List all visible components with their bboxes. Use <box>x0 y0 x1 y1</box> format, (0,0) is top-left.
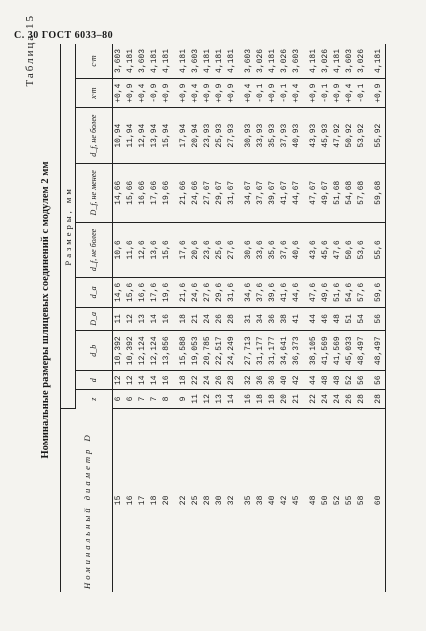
table-cell: 12 <box>202 390 214 409</box>
table-cell: 4,181 <box>332 44 344 78</box>
table-row <box>190 44 202 592</box>
table-cell: 22 <box>303 390 320 409</box>
table-cell: 16 <box>126 495 135 506</box>
table-cell: +0,9 <box>214 78 226 108</box>
table-cell: 40,93 <box>291 108 303 163</box>
table-cell: 18 <box>267 390 279 409</box>
table-cell: 55,92 <box>368 108 386 163</box>
table-row <box>214 44 226 592</box>
table-cell: 14 <box>149 371 161 390</box>
table-cell: 48,497 <box>356 331 368 371</box>
table-row <box>125 44 137 592</box>
table-cell: 4,181 <box>267 44 279 78</box>
table-cell: 47,6 <box>303 278 320 308</box>
table-cell: 28 <box>226 371 238 390</box>
table-cell: 17,94 <box>173 108 190 163</box>
table-row <box>303 44 320 592</box>
table-cell: 4,181 <box>202 44 214 78</box>
table-cell: 45,033 <box>344 331 356 371</box>
table-cell: 4,181 <box>214 44 226 78</box>
page-header: С. 30 ГОСТ 6033–80 <box>14 30 114 41</box>
table-cell: 25,6 <box>214 222 226 277</box>
table-cell: 58 <box>357 495 366 506</box>
table-cell: 50,6 <box>344 222 356 277</box>
table-cell: 47,67 <box>303 163 320 222</box>
table-cell: 13,6 <box>149 222 161 277</box>
table-title: Номинальные размеры шлицевых соединений с модулем 2 мм <box>40 161 51 459</box>
table-cell: 56 <box>368 307 386 330</box>
table-cell: 46 <box>320 307 332 330</box>
table-cell: 14 <box>149 307 161 330</box>
table-cell: 13,856 <box>161 331 173 371</box>
table-cell: 3,026 <box>255 44 267 78</box>
table-cell: 19,053 <box>190 331 202 371</box>
table-cell: 43,93 <box>303 108 320 163</box>
table-cell: 27,93 <box>226 108 238 163</box>
table-cell: 28 <box>368 390 386 409</box>
table-row <box>291 44 303 592</box>
table-cell: 34,67 <box>238 163 255 222</box>
table-cell: 31 <box>238 307 255 330</box>
table-cell: 25 <box>191 495 200 506</box>
table-cell: +0,9 <box>202 78 214 108</box>
table-row <box>137 44 149 592</box>
table-cell: 22 <box>190 371 202 390</box>
table-cell: 47,92 <box>332 108 344 163</box>
table-cell: +0,9 <box>368 78 386 108</box>
table-cell: 56 <box>368 371 386 390</box>
spline-dimensions-table <box>60 44 386 592</box>
table-cell: 14,66 <box>113 163 126 222</box>
table-row <box>173 44 190 592</box>
table-cell: 10,392 <box>125 331 137 371</box>
table-cell: 50,92 <box>344 108 356 163</box>
table-cell: 26 <box>214 371 226 390</box>
table-cell: 35 <box>244 495 253 506</box>
table-cell: 16,66 <box>137 163 149 222</box>
table-cell: +0,9 <box>125 78 137 108</box>
table-cell: 4,181 <box>173 44 190 78</box>
table-cell: 11,6 <box>125 222 137 277</box>
table-cell: 3,603 <box>137 44 149 78</box>
table-cell: 35,6 <box>267 222 279 277</box>
table-cell: 20,785 <box>202 331 214 371</box>
table-cell: 27,713 <box>238 331 255 371</box>
table-cell: +0,9 <box>303 78 320 108</box>
table-cell: 59,6 <box>368 278 386 308</box>
table-cell: +0,9 <box>267 78 279 108</box>
table-row <box>320 44 332 592</box>
table-cell: 17,66 <box>149 163 161 222</box>
table-cell: 6 <box>113 390 126 409</box>
table-cell: 52 <box>344 371 356 390</box>
table-row <box>344 44 356 592</box>
table-cell: 44 <box>303 307 320 330</box>
table-cell: 53,92 <box>356 108 368 163</box>
table-cell: 37,67 <box>255 163 267 222</box>
table-cell: 24,6 <box>190 278 202 308</box>
table-cell: 4,181 <box>161 44 173 78</box>
table-row <box>267 44 279 592</box>
table-cell: 34,641 <box>279 331 291 371</box>
table-cell: 40,6 <box>291 222 303 277</box>
table-cell: 34,6 <box>238 278 255 308</box>
table-cell: 17,6 <box>173 222 190 277</box>
table-cell: +0,9 <box>173 78 190 108</box>
table-cell: 20,6 <box>190 222 202 277</box>
table-cell: 18 <box>255 390 267 409</box>
table-cell: 12,6 <box>137 222 149 277</box>
table-cell: 37,6 <box>279 222 291 277</box>
table-cell: 37,6 <box>255 278 267 308</box>
table-cell: 44,67 <box>291 163 303 222</box>
table-cell: 59,68 <box>368 163 386 222</box>
table-cell: 32 <box>227 495 236 506</box>
table-cell: 3,603 <box>190 44 202 78</box>
table-cell: 20 <box>279 390 291 409</box>
table-cell: 29,67 <box>214 163 226 222</box>
table-cell: 45,93 <box>320 108 332 163</box>
table-cell: 14 <box>226 390 238 409</box>
table-cell: 27,6 <box>226 222 238 277</box>
table-cell: 22 <box>179 495 188 506</box>
table-cell: -0,9 <box>149 78 161 108</box>
table-cell: 15,588 <box>173 331 190 371</box>
table-cell: 30 <box>215 495 224 506</box>
table-cell: 28 <box>356 390 368 409</box>
table-cell: 30,6 <box>238 222 255 277</box>
table-cell: +0,4 <box>137 78 149 108</box>
table-cell: 48 <box>320 371 332 390</box>
table-cell: 16 <box>161 371 173 390</box>
col-header: D_f, не менее <box>76 163 113 222</box>
table-cell: 38,105 <box>303 331 320 371</box>
table-label: Таблица 15 <box>24 14 36 87</box>
table-cell: 8 <box>161 390 173 409</box>
table-cell: 15,94 <box>161 108 173 163</box>
table-cell: 48 <box>309 495 318 506</box>
table-cell: 12 <box>125 307 137 330</box>
table-cell: 21,66 <box>173 163 190 222</box>
col-header: d_b <box>76 331 113 371</box>
table-cell: 38 <box>256 495 265 506</box>
table-cell: 12 <box>113 371 126 390</box>
table-cell: 27,67 <box>202 163 214 222</box>
table-cell: 20,94 <box>190 108 202 163</box>
table-cell: 33,93 <box>255 108 267 163</box>
table-cell: 4,181 <box>303 44 320 78</box>
table-cell: 18 <box>150 495 159 506</box>
table-cell: 12,124 <box>149 331 161 371</box>
table-cell: 41,6 <box>279 278 291 308</box>
table-cell: 39,6 <box>267 278 279 308</box>
table-row <box>149 44 161 592</box>
table-row <box>161 44 173 592</box>
table-cell: 26 <box>344 390 356 409</box>
table-cell: 14 <box>137 371 149 390</box>
table-cell: 55,6 <box>368 222 386 277</box>
table-row <box>226 44 238 592</box>
table-cell: 54 <box>356 307 368 330</box>
table-cell: 3,603 <box>113 44 126 78</box>
col-header: x·m <box>76 78 113 108</box>
table-cell: 16,6 <box>137 278 149 308</box>
table-cell: 23,6 <box>202 222 214 277</box>
col-header-nominal: Номинальный диаметр D <box>61 408 113 592</box>
table-cell: 31,67 <box>226 163 238 222</box>
table-cell: 43,6 <box>303 222 320 277</box>
col-header: z <box>76 390 113 409</box>
table-cell: -0,1 <box>255 78 267 108</box>
rotated-table-sheet <box>18 10 398 610</box>
table-cell: 28 <box>203 495 212 506</box>
table-cell: 47,6 <box>332 222 344 277</box>
table-cell: +0,9 <box>226 78 238 108</box>
col-header: D_a <box>76 307 113 330</box>
table-row <box>332 44 344 592</box>
table-cell: 45,6 <box>320 222 332 277</box>
table-cell: 21 <box>291 390 303 409</box>
table-cell: 12,94 <box>137 108 149 163</box>
table-cell: 32 <box>238 371 255 390</box>
table-cell: 4,181 <box>125 44 137 78</box>
table-cell: 12 <box>125 371 137 390</box>
table-cell: 60 <box>368 408 386 592</box>
table-cell: 3,603 <box>344 44 356 78</box>
table-cell: 49,67 <box>320 163 332 222</box>
table-cell: 22,517 <box>214 331 226 371</box>
table-row <box>279 44 291 592</box>
table-cell: 36 <box>255 371 267 390</box>
table-cell: 27,6 <box>202 278 214 308</box>
table-cell: 40 <box>268 495 277 506</box>
table-cell: 12,124 <box>137 331 149 371</box>
table-cell: 4,181 <box>226 44 238 78</box>
table-cell: 24 <box>320 390 332 409</box>
table-cell: 9 <box>173 390 190 409</box>
table-cell: 10,94 <box>113 108 126 163</box>
col-header: d <box>76 371 113 390</box>
table-cell: 24 <box>202 371 214 390</box>
table-cell: 24 <box>332 390 344 409</box>
table-cell: 11 <box>113 307 126 330</box>
table-cell: 52 <box>333 495 342 506</box>
table-row <box>368 44 386 592</box>
table-cell: 14,6 <box>113 278 126 308</box>
table-cell: 13 <box>214 390 226 409</box>
table-cell: 13,94 <box>149 108 161 163</box>
table-cell: 16 <box>161 307 173 330</box>
table-cell: 31,177 <box>255 331 267 371</box>
table-row <box>356 44 368 592</box>
table-cell: 18 <box>173 307 190 330</box>
table-cell: 4,181 <box>149 44 161 78</box>
table-cell: -0,1 <box>279 78 291 108</box>
table-cell: 36,373 <box>291 331 303 371</box>
table-cell: +0,4 <box>238 78 255 108</box>
table-cell: 31,6 <box>226 278 238 308</box>
col-header: d_f, не более <box>76 222 113 277</box>
table-cell: 48 <box>332 371 344 390</box>
table-cell: 57,6 <box>356 278 368 308</box>
table-cell: 37,93 <box>279 108 291 163</box>
table-cell: 17 <box>138 495 147 506</box>
table-cell: 11 <box>190 390 202 409</box>
table-cell: 49,6 <box>320 278 332 308</box>
table-cell: 42 <box>291 371 303 390</box>
table-cell: 21,6 <box>173 278 190 308</box>
table-cell: 7 <box>137 390 149 409</box>
table-cell: 41,569 <box>320 331 332 371</box>
table-cell: 11,94 <box>125 108 137 163</box>
table-cell: 44 <box>303 371 320 390</box>
table-cell: 51,6 <box>332 278 344 308</box>
table-cell: 15,6 <box>161 222 173 277</box>
table-cell: 42 <box>280 495 289 506</box>
table-cell: 45 <box>292 495 301 506</box>
table-cell: 24,66 <box>190 163 202 222</box>
col-header: d_f, не более <box>76 108 113 163</box>
table-cell: 15,66 <box>125 163 137 222</box>
col-header: d_a <box>76 278 113 308</box>
table-cell: -0,1 <box>356 78 368 108</box>
table-cell: 39,67 <box>267 163 279 222</box>
table-cell: 41,67 <box>279 163 291 222</box>
table-cell: 29,6 <box>214 278 226 308</box>
table-cell: 28 <box>226 307 238 330</box>
table-cell: 44,6 <box>291 278 303 308</box>
table-cell: 36 <box>267 371 279 390</box>
table-cell: 7 <box>149 390 161 409</box>
table-row <box>238 44 255 592</box>
table-cell: 24 <box>202 307 214 330</box>
dims-header: Размеры, мм <box>61 44 76 408</box>
table-cell: 20 <box>162 495 171 506</box>
table-cell: 19,66 <box>161 163 173 222</box>
table-cell: 53,6 <box>356 222 368 277</box>
table-cell: 33,6 <box>255 222 267 277</box>
table-cell: 36 <box>267 307 279 330</box>
table-cell: 41,569 <box>332 331 344 371</box>
table-cell: +0,9 <box>332 78 344 108</box>
table-cell: 25,93 <box>214 108 226 163</box>
table-cell: 31,177 <box>267 331 279 371</box>
table-cell: 51,68 <box>332 163 344 222</box>
table-cell: 15 <box>114 495 123 506</box>
table-row <box>113 44 126 592</box>
table-cell: +0,4 <box>190 78 202 108</box>
table-row <box>255 44 267 592</box>
table-cell: 13 <box>137 307 149 330</box>
table-cell: 48 <box>332 307 344 330</box>
table-cell: 3,026 <box>320 44 332 78</box>
table-cell: 3,026 <box>356 44 368 78</box>
table-cell: 10,392 <box>113 331 126 371</box>
table-cell: 50 <box>321 495 330 506</box>
table-cell: 4,181 <box>368 44 386 78</box>
table-cell: 3,603 <box>238 44 255 78</box>
table-cell: 41 <box>291 307 303 330</box>
table-cell: 38 <box>279 307 291 330</box>
table-cell: 51 <box>344 307 356 330</box>
table-cell: 55 <box>345 495 354 506</box>
table-cell: -0,1 <box>320 78 332 108</box>
table-cell: +0,4 <box>344 78 356 108</box>
table-cell: 48,497 <box>368 331 386 371</box>
table-cell: 35,93 <box>267 108 279 163</box>
table-cell: 3,026 <box>279 44 291 78</box>
table-cell: 16 <box>238 390 255 409</box>
table-cell: 57,68 <box>356 163 368 222</box>
table-cell: 24,249 <box>226 331 238 371</box>
table-cell: 10,6 <box>113 222 126 277</box>
table-cell: 26 <box>214 307 226 330</box>
table-cell: 54,6 <box>344 278 356 308</box>
table-cell: 6 <box>125 390 137 409</box>
table-cell: 21 <box>190 307 202 330</box>
table-row <box>202 44 214 592</box>
table-cell: 54,68 <box>344 163 356 222</box>
table-cell: 19,6 <box>161 278 173 308</box>
table-cell: 18 <box>173 371 190 390</box>
col-header: c·m <box>76 44 113 78</box>
table-cell: +0,9 <box>161 78 173 108</box>
table-cell: 17,6 <box>149 278 161 308</box>
table-cell: 3,603 <box>291 44 303 78</box>
table-cell: 15,6 <box>125 278 137 308</box>
table-cell: +0,4 <box>291 78 303 108</box>
table-cell: +0,4 <box>113 78 126 108</box>
table-cell: 23,93 <box>202 108 214 163</box>
table-cell: 56 <box>356 371 368 390</box>
table-cell: 40 <box>279 371 291 390</box>
table-cell: 30,93 <box>238 108 255 163</box>
table-cell: 34 <box>255 307 267 330</box>
